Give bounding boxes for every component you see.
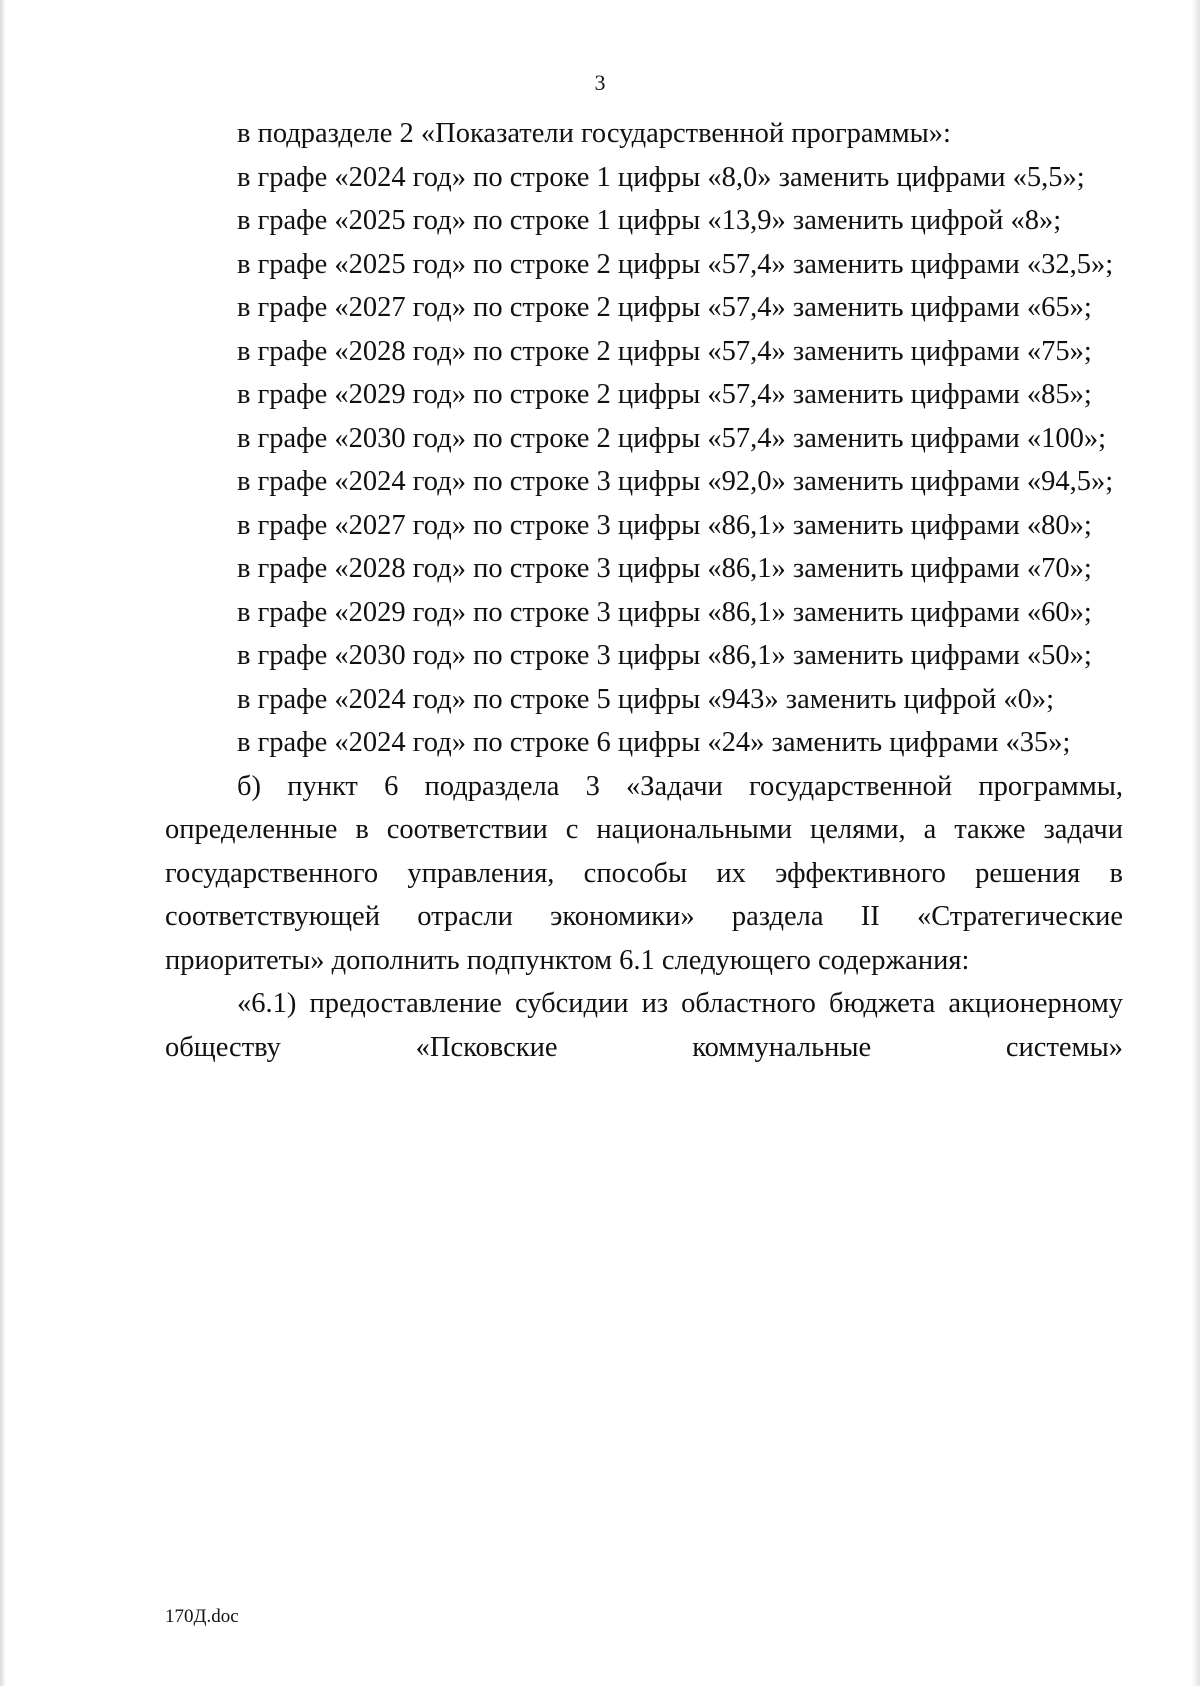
- paragraph-amendment: в графе «2024 год» по строке 5 цифры «943» заменить цифрой «0»;: [237, 683, 1054, 715]
- scan-edge-left: [0, 0, 6, 1686]
- paragraph-amendment: в графе «2029 год» по строке 2 цифры «57,4» заменить цифрами «85»;: [237, 379, 1092, 410]
- paragraph-amendment: в графе «2030 год» по строке 3 цифры «86,1» заменить цифрами «50»;: [237, 640, 1092, 671]
- paragraph-amendment: в графе «2025 год» по строке 2 цифры «57,4» заменить цифрами «32,5»;: [237, 248, 1114, 280]
- page-number: 3: [594, 70, 606, 95]
- paragraph-amendment: в графе «2027 год» по строке 2 цифры «57,4» заменить цифрами «65»;: [237, 292, 1092, 323]
- paragraph-amendment: в графе «2024 год» по строке 3 цифры «92,0» заменить цифрами «94,5»;: [237, 466, 1114, 497]
- paragraph-subitem-6-1: «6.1) предоставление субсидии из областного бюджета акционерному обществу «Псковские коммунальные системы»: [165, 988, 1123, 1063]
- paragraph-amendment: в графе «2029 год» по строке 3 цифры «86,1» заменить цифрами «60»;: [237, 596, 1092, 628]
- footer-filename: 170Д.doc: [165, 1606, 239, 1627]
- paragraph-amendment: в графе «2024 год» по строке 1 цифры «8,0» заменить цифрами «5,5»;: [237, 161, 1085, 193]
- paragraph-amendment: в графе «2025 год» по строке 1 цифры «13,9» заменить цифрой «8»;: [237, 205, 1062, 236]
- paragraph-amendment: в графе «2030 год» по строке 2 цифры «57,4» заменить цифрами «100»;: [237, 422, 1107, 454]
- paragraph-subsection-heading: в подразделе 2 «Показатели государственной программы»:: [237, 118, 951, 149]
- document-body: [165, 112, 1123, 1069]
- paragraph-amendment: в графе «2024 год» по строке 6 цифры «24» заменить цифрами «35»;: [237, 727, 1071, 758]
- paragraph-amendment: в графе «2028 год» по строке 2 цифры «57,4» заменить цифрами «75»;: [237, 335, 1092, 367]
- paragraph-amendment: в графе «2027 год» по строке 3 цифры «86,1» заменить цифрами «80»;: [237, 509, 1092, 541]
- paragraph-amendment: в графе «2028 год» по строке 3 цифры «86,1» заменить цифрами «70»;: [237, 553, 1092, 584]
- paragraph-item-b: б) пункт 6 подраздела 3 «Задачи государственной программы, определенные в соответствии с национальными целями, а также задачи государственного управления, способы их эффективного решения в соответствующей отрасли экономики» раздела II «Стратегические приоритеты» дополнить подпунктом 6.1 следующего содержания:: [165, 770, 1123, 976]
- scan-edge-right: [1192, 0, 1200, 1686]
